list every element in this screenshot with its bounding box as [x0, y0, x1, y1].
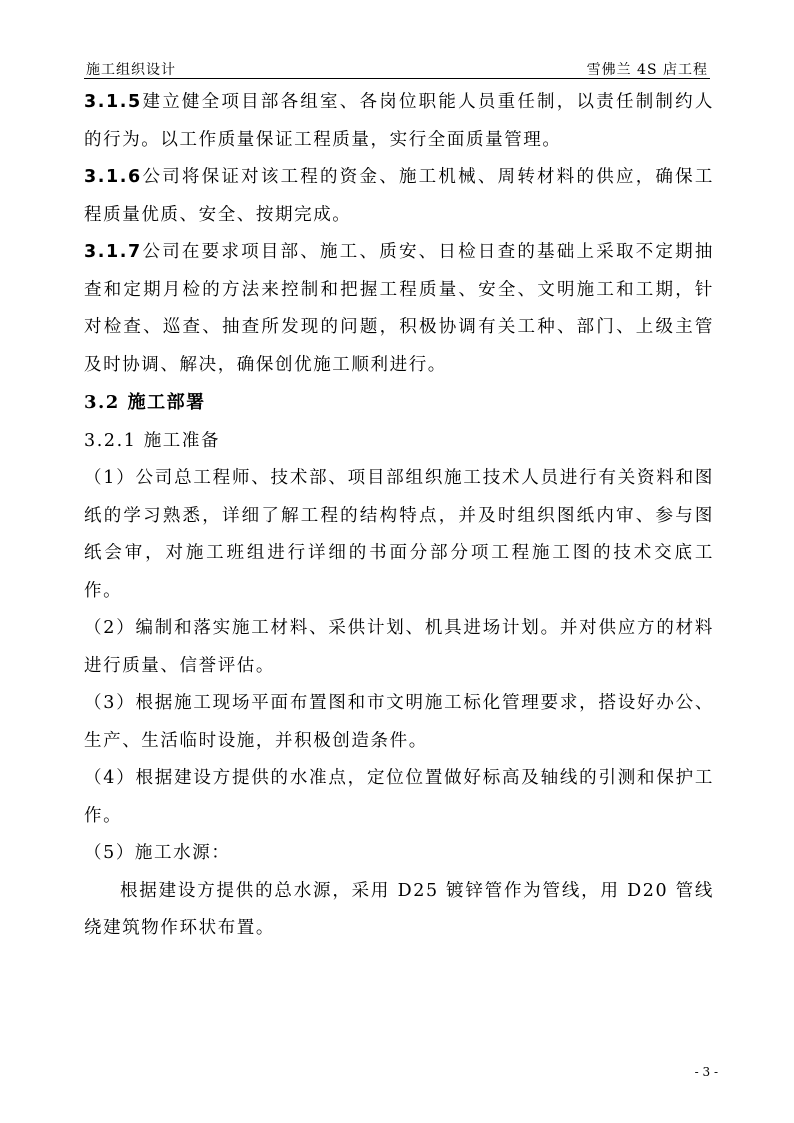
- paragraph-3-1-5: [84, 84, 714, 159]
- page-number: - 3 -: [694, 1065, 718, 1079]
- paragraph-text: 建立健全项目部各组室、各岗位职能人员重任制，以责任制制约人的行为。以工作质量保证工程质量，实行全面质量管理。: [84, 92, 714, 150]
- page-header: [84, 56, 710, 79]
- list-item-5-body: 根据建设方提供的总水源，采用 D25 镀锌管作为管线，用 D20 管线绕建筑物作环状布置。: [84, 880, 714, 938]
- section-number: 3.1.7: [84, 242, 142, 262]
- subsection-heading-3-2-1: 3.2.1 施工准备: [84, 431, 221, 451]
- header-document-title: 施工组织设计: [86, 62, 176, 78]
- list-item-1: （1）公司总工程师、技术部、项目部组织施工技术人员进行有关资料和图纸的学习熟悉，详细了解工程的结构特点，并及时组织图纸内审、参与图纸会审，对施工班组进行详细的书面分部分项工程施工图的技术交底工作。: [84, 468, 714, 601]
- list-item-3: （3）根据施工现场平面布置图和市文明施工标化管理要求，搭设好办公、生产、生活临时设施，并积极创造条件。: [84, 693, 714, 751]
- paragraph-text: 公司在要求项目部、施工、质安、日检日查的基础上采取不定期抽查和定期月检的方法来控制和把握工程质量、安全、文明施工和工期，针对检查、巡查、抽查所发现的问题，积极协调有关工种、部门、上级主管及时协调、解决，确保创优施工顺利进行。: [84, 242, 714, 375]
- paragraph-3-1-6: [84, 159, 714, 234]
- section-number: 3.1.6: [84, 167, 142, 187]
- list-item-5: （5）施工水源：: [84, 843, 231, 863]
- section-number: 3.1.5: [84, 92, 142, 112]
- document-body: [84, 84, 714, 948]
- list-item-2: （2）编制和落实施工材料、采供计划、机具进场计划。并对供应方的材料进行质量、信誉评估。: [84, 618, 714, 676]
- header-project-name: 雪佛兰 4S 店工程: [586, 62, 708, 78]
- paragraph-text: 公司将保证对该工程的资金、施工机械、周转材料的供应，确保工程质量优质、安全、按期完成。: [84, 167, 714, 225]
- section-heading-3-2: 3.2 施工部署: [84, 392, 206, 413]
- paragraph-3-1-7: [84, 234, 714, 384]
- list-item-4: （4）根据建设方提供的水准点，定位位置做好标高及轴线的引测和保护工作。: [84, 768, 714, 826]
